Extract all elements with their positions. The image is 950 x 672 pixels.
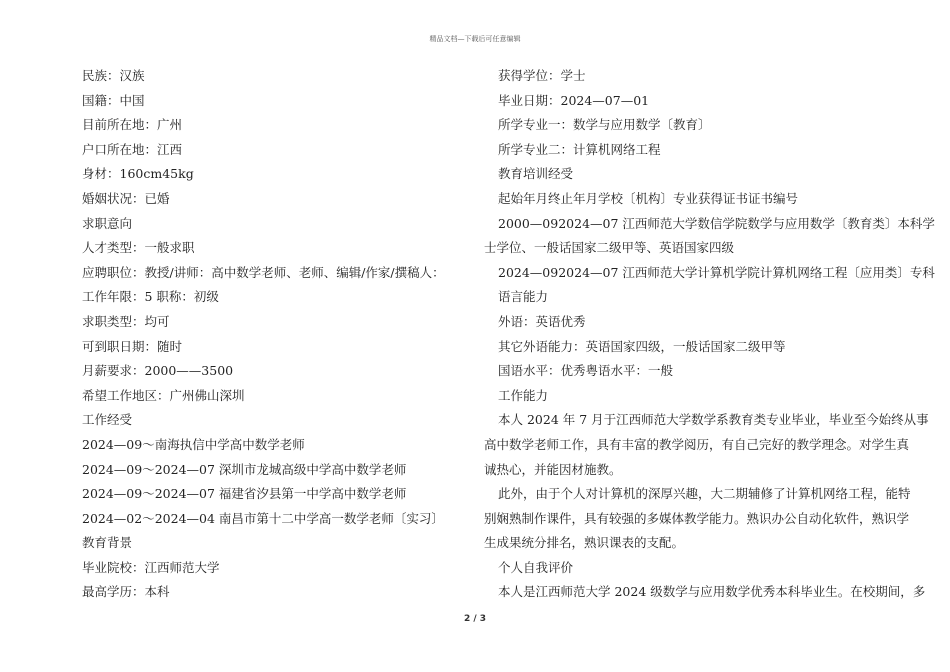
text-line: 工作年限：5 职称：初级 [82,289,219,305]
text-line: 士学位、一般话国家二级甲等、英语国家四级 [484,240,735,256]
text-line: 教育培训经受 [498,166,574,182]
text-line: 应聘职位：教授/讲师：高中数学老师、老师、编辑/作家/撰稿人： [82,264,445,280]
text-line: 外语：英语优秀 [498,313,586,329]
text-line: 所学专业二：计算机网络工程 [498,141,661,157]
text-line: 所学专业一：数学与应用数学〔教育〕 [498,117,711,133]
text-line: 目前所在地：广州 [82,117,183,133]
text-line: 求职意向 [82,215,133,231]
text-line: 身材：160cm45kg [82,166,194,182]
text-line: 可到职日期：随时 [82,338,183,354]
text-line: 2024—092024—07 江西师范大学计算机学院计算机网络工程〔应用类〕专科 [498,264,935,280]
text-line: 2024—09～2024—07 福建省汐县第一中学高中数学老师 [82,486,407,502]
text-line: 户口所在地：江西 [82,141,183,157]
text-line: 2024—09～南海执信中学高中数学老师 [82,436,305,452]
text-line: 2024—02～2024—04 南昌市第十二中学高一数学老师〔实习〕 [82,510,444,526]
text-line: 其它外语能力：英语国家四级，一般话国家二级甲等 [498,338,786,354]
text-line: 毕业日期：2024—07—01 [498,92,650,108]
text-line: 2024—09～2024—07 深圳市龙城高级中学高中数学老师 [82,461,407,477]
text-line: 生成果统分排名，熟识课表的支配。 [484,535,685,551]
text-line: 语言能力 [498,289,549,305]
text-line: 人才类型：一般求职 [82,240,195,256]
page-header: 精品文档—下载后可任意编辑 [429,35,521,43]
text-line: 别娴熟制作课件，具有较强的多媒体教学能力。熟识办公自动化软件，熟识学 [484,510,910,526]
text-line: 个人自我评价 [498,559,574,575]
page-number: 2 / 3 [463,614,487,624]
left-column [82,64,445,605]
text-line: 国籍：中国 [82,92,145,108]
text-line: 工作能力 [498,387,549,403]
text-line: 毕业院校：江西师范大学 [82,559,220,575]
text-line: 高中数学老师工作，具有丰富的教学阅历，有自己完好的教学理念。对学生真 [484,436,910,452]
text-line: 诚热心，并能因材施教。 [484,461,622,477]
text-line: 工作经受 [82,412,133,428]
text-line: 最高学历：本科 [82,584,170,600]
text-line: 月薪要求：2000——3500 [82,363,234,379]
text-line: 教育背景 [82,535,133,551]
text-line: 民族：汉族 [82,68,145,83]
text-line: 本人 2024 年 7 月于江西师范大学数学系教育类专业毕业，毕业至今始终从事 [498,412,929,428]
text-line: 求职类型：均可 [82,313,170,329]
right-column [484,64,935,605]
text-line: 此外，由于个人对计算机的深厚兴趣，大二期辅修了计算机网络工程，能特 [498,486,911,502]
text-line: 国语水平：优秀粤语水平：一般 [498,363,674,379]
text-line: 婚姻状况：已婚 [82,190,170,206]
text-line: 本人是江西师范大学 2024 级数学与应用数学优秀本科毕业生。在校期间，多 [498,584,926,600]
text-line: 希望工作地区：广州佛山深圳 [82,387,245,403]
text-line: 获得学位：学士 [498,68,586,83]
text-line: 2000—092024—07 江西师范大学数信学院数学与应用数学〔教育类〕本科学 [498,215,935,231]
text-line: 起始年月终止年月学校〔机构〕专业获得证书证书编号 [498,190,799,206]
